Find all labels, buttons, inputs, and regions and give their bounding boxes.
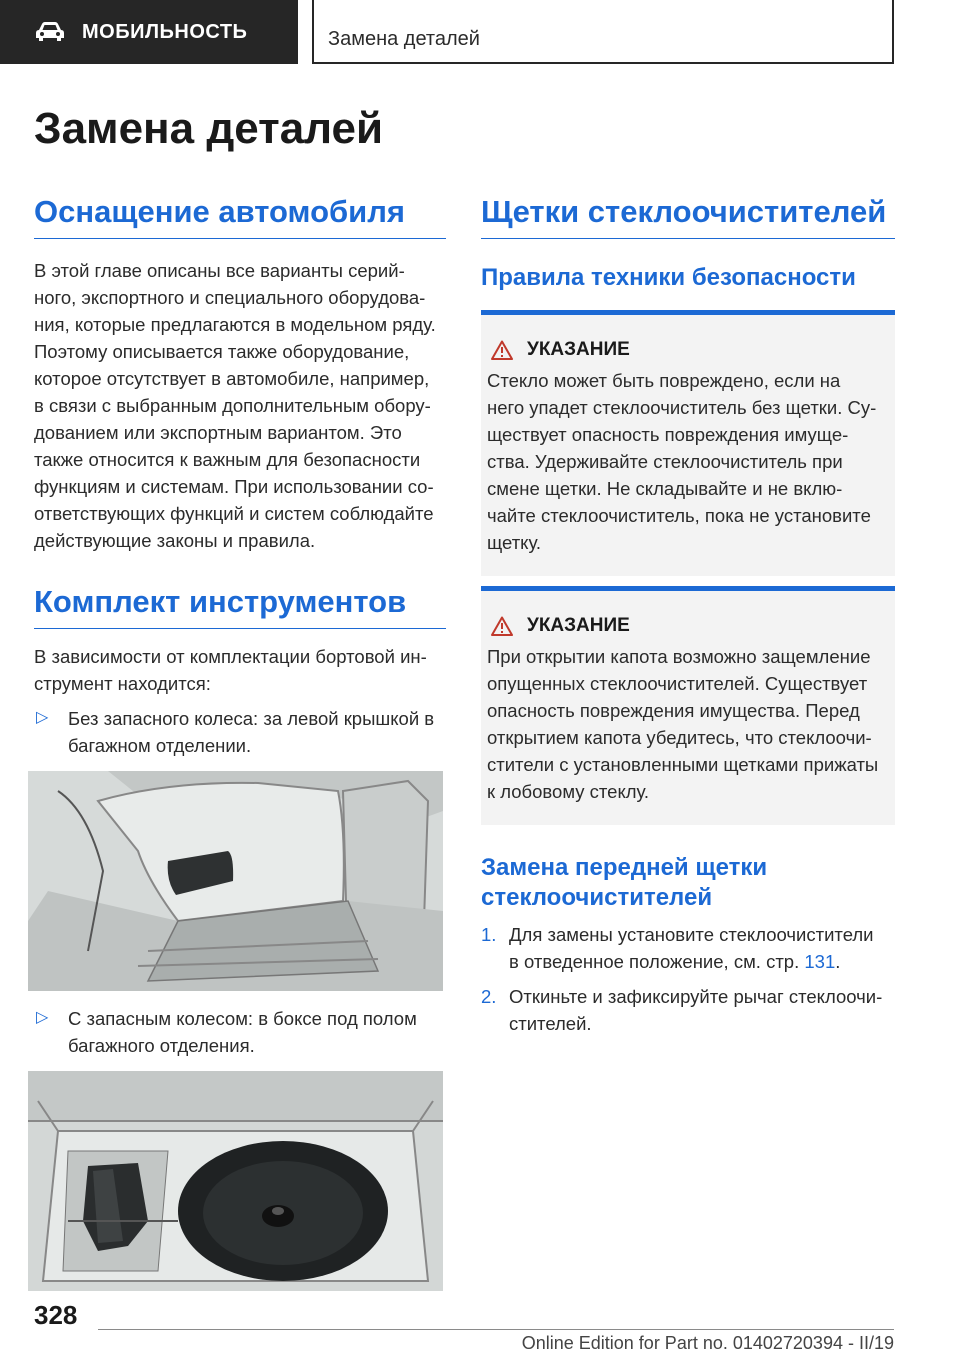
toolkit-list-2 (34, 1005, 446, 1059)
notice-text-line: опущенных стеклоочистителей. Существует (487, 673, 868, 694)
step-number: 2. (481, 986, 497, 1007)
page-number: 328 (34, 1300, 78, 1330)
equipment-paragraph (34, 257, 446, 554)
notice-text-line: него упадет стеклоочиститель без щетки. Су- (487, 397, 877, 418)
triangle-bullet-icon: ▷ (36, 709, 49, 726)
left-column (34, 194, 446, 1291)
notice-label: УКАЗАНИЕ (527, 615, 630, 636)
right-column (481, 194, 895, 1037)
step-line: стителей. (509, 1013, 592, 1034)
notice-label: УКАЗАНИЕ (527, 339, 630, 360)
subsection-title-line: Замена передней щетки (481, 854, 768, 881)
spare-wheel-box-photo (28, 1071, 443, 1291)
list-item-line: С запасным колесом: в боксе под полом (68, 1008, 417, 1029)
chapter-tab[interactable] (0, 0, 298, 64)
warning-triangle-icon (491, 340, 513, 360)
breadcrumb-label: Замена деталей (328, 28, 480, 50)
section-title-wipers: Щетки стеклоочистителей (481, 194, 895, 239)
notice-box (481, 310, 895, 576)
step-line-end: . (835, 951, 841, 972)
notice-text-line: смене щетки. Не складывайте и не вклю- (487, 478, 843, 499)
step-line: в отведенное положение, см. стр. (509, 951, 800, 972)
list-item (34, 1005, 446, 1059)
footer-edition: Online Edition for Part no. 01402720394 - II/19 (521, 1333, 894, 1353)
page-title: Замена деталей (34, 104, 384, 153)
text-line: ного, экспортного и специального оборудова- (34, 287, 426, 308)
notice-text-line: опасность повреждения имущества. Перед (487, 700, 860, 721)
section-title-equipment: Оснащение автомобиля (34, 194, 446, 239)
list-item-line: Без запасного колеса: за левой крышкой в (68, 708, 435, 729)
breadcrumb[interactable] (312, 0, 894, 64)
subsection-title-line: стеклоочистителей (481, 884, 713, 911)
text-line: ответствующих функций и систем соблюдайте (34, 503, 434, 524)
list-item-line: багажного отделения. (68, 1035, 255, 1056)
notice-text-line: к лобовому стеклу. (487, 781, 650, 802)
list-item-line: багажном отделении. (68, 735, 252, 756)
subsection-title-safety: Правила техники безопасности (481, 264, 856, 291)
notice-text-line: щетку. (487, 532, 542, 553)
text-line: дованием или экспортным вариантом. Это (34, 422, 402, 443)
page-link[interactable]: 131 (804, 951, 836, 972)
footer-divider (98, 1329, 894, 1330)
text-line: В этой главе описаны все варианты серий- (34, 260, 405, 281)
car-icon (34, 21, 66, 43)
text-line: ния, которые предлагаются в модельном ряду. (34, 314, 436, 335)
subsection-title-front-wiper (481, 853, 895, 913)
notice-text-line: ществует опасность повреждения имуще- (487, 424, 849, 445)
step-number: 1. (481, 924, 497, 945)
text-line: которое отсутствует в автомобиле, например, (34, 368, 430, 389)
toolkit-paragraph (34, 643, 446, 697)
warning-triangle-icon (491, 616, 513, 636)
text-line: В зависимости от комплектации бортовой ин- (34, 646, 427, 667)
text-line: в связи с выбранным дополнительным обору- (34, 395, 431, 416)
text-line: струмент находится: (34, 673, 211, 694)
text-line: также относится к важным для безопасности (34, 449, 421, 470)
step-line: Для замены установите стеклоочистители (509, 924, 874, 945)
steps-list (481, 921, 895, 1037)
list-item (34, 705, 446, 759)
text-line: действующие законы и правила. (34, 530, 316, 551)
step-item (481, 921, 895, 975)
notice-box (481, 586, 895, 825)
toolkit-list (34, 705, 446, 759)
notice-text-line: ства. Удерживайте стеклоочиститель при (487, 451, 843, 472)
step-line: Откиньте и зафиксируйте рычаг стеклоочи- (509, 986, 883, 1007)
notice-text-line: Стекло может быть повреждено, если на (487, 370, 841, 391)
text-line: Поэтому описывается также оборудование, (34, 341, 410, 362)
notice-text-line: чайте стеклоочиститель, пока не установите (487, 505, 871, 526)
step-item (481, 983, 895, 1037)
notice-text-line: стители с установленными щетками прижаты (487, 754, 879, 775)
triangle-bullet-icon: ▷ (36, 1009, 49, 1026)
chapter-label: МОБИЛЬНОСТЬ (82, 20, 248, 43)
section-title-toolkit: Комплект инструментов (34, 584, 446, 629)
text-line: функциям и системам. При использовании со- (34, 476, 434, 497)
notice-text-line: При открытии капота возможно защемление (487, 646, 871, 667)
notice-text-line: открытием капота убедитесь, что стеклоочи- (487, 727, 872, 748)
trunk-side-cover-photo (28, 771, 443, 991)
